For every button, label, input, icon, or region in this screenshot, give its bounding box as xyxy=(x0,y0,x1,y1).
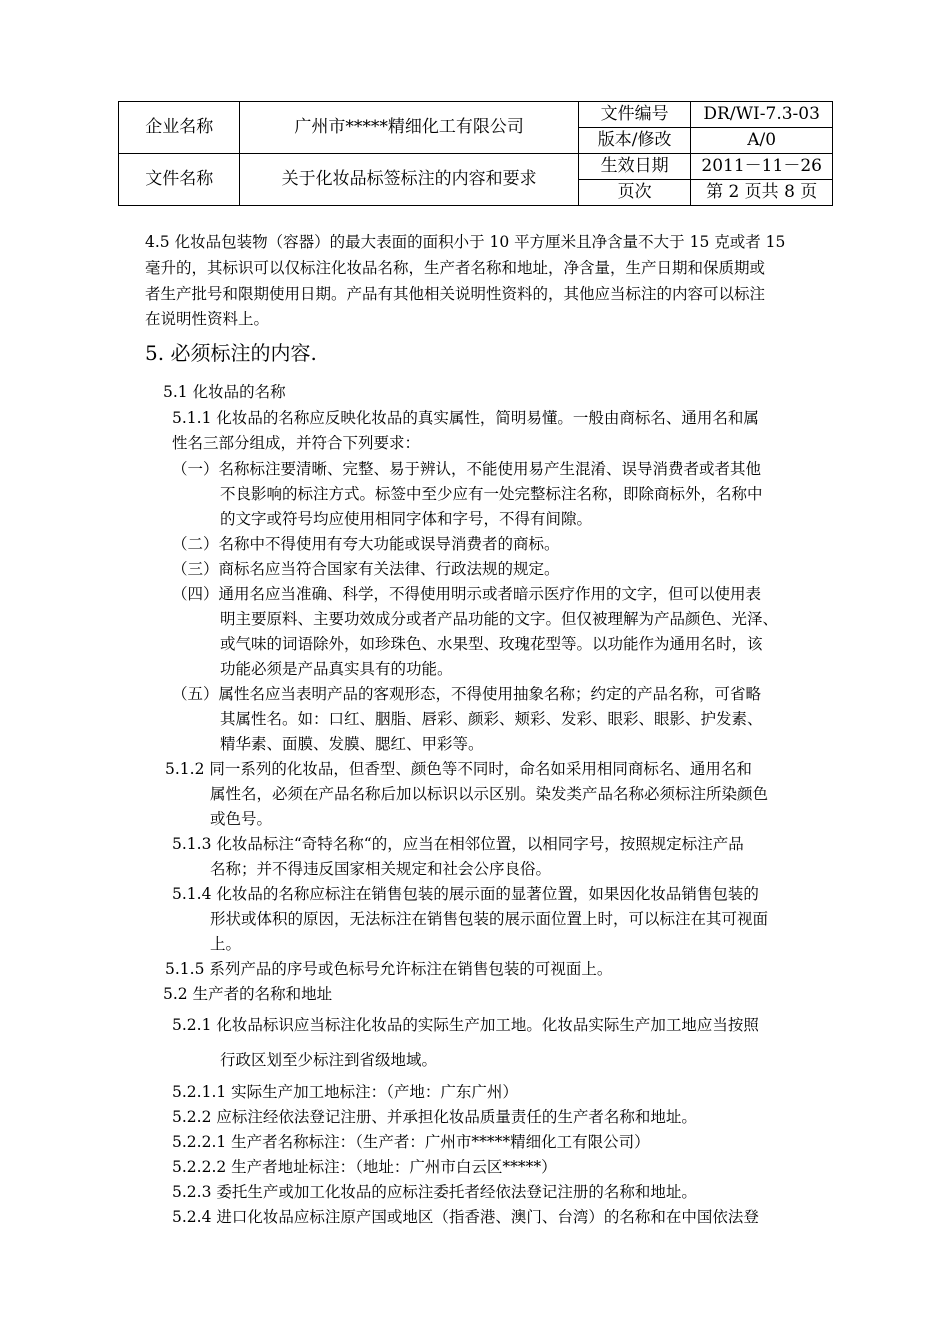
clause-5-1-2-line: 5.1.2 同一系列的化妆品，但香型、颜色等不同时，命名如采用相同商标名、通用名和 xyxy=(165,760,752,778)
clause-5-1-2-line: 或色号。 xyxy=(210,810,273,828)
item-4-line: 功能必须是产品真实具有的功能。 xyxy=(220,660,453,678)
item-4-line: 或气味的词语除外，如珍珠色、水果型、玫瑰花型等。以功能作为通用名时，该 xyxy=(220,635,763,653)
file-name-value: 关于化妆品标签标注的内容和要求 xyxy=(240,154,578,206)
item-2: （二）名称中不得使用有夸大功能或误导消费者的商标。 xyxy=(172,535,560,553)
clause-5-1-2-line: 属性名，必须在产品名称后加以标识以示区别。染发类产品名称必须标注所染颜色 xyxy=(210,785,769,803)
clause-5-1-1-line: 5.1.1 化妆品的名称应反映化妆品的真实属性，简明易懂。一般由商标名、通用名和属 xyxy=(172,409,759,427)
item-5-line: 其属性名。如：口红、胭脂、唇彩、颜彩、颊彩、发彩、眼彩、眼影、护发素、 xyxy=(220,710,763,728)
clause-5-1-1-line: 性名三部分组成，并符合下列要求： xyxy=(172,434,421,452)
company-label: 企业名称 xyxy=(119,102,240,154)
clause-5-2-2-2: 5.2.2.2 生产者地址标注：（地址：广州市白云区*****） xyxy=(172,1158,557,1176)
item-3: （三）商标名应当符合国家有关法律、行政法规的规定。 xyxy=(172,560,560,578)
clause-5-2-1-1: 5.2.1.1 实际生产加工地标注：（产地：广东广州） xyxy=(172,1083,518,1101)
item-4-line: 明主要原料、主要功效成分或者产品功能的文字。但仅被理解为产品颜色、光泽、 xyxy=(220,610,779,628)
company-name: 广州市*****精细化工有限公司 xyxy=(240,102,578,154)
item-5-line: （五）属性名应当表明产品的客观形态，不得使用抽象名称；约定的产品名称，可省略 xyxy=(172,685,762,703)
clause-5-2-3: 5.2.3 委托生产或加工化妆品的应标注委托者经依法登记注册的名称和地址。 xyxy=(172,1183,697,1201)
effective-date-label: 生效日期 xyxy=(578,154,691,180)
effective-date-value: 2011－11－26 xyxy=(691,154,833,180)
clause-5-2-2: 5.2.2 应标注经依法登记注册、并承担化妆品质量责任的生产者名称和地址。 xyxy=(172,1108,697,1126)
doc-number-label: 文件编号 xyxy=(578,102,691,128)
item-1-line: 的文字或符号均应使用相同字体和字号，不得有间隙。 xyxy=(220,510,593,528)
paragraph-4-5-line: 在说明性资料上。 xyxy=(145,310,270,328)
clause-5-1-4-line: 5.1.4 化妆品的名称应标注在销售包装的展示面的显著位置，如果因化妆品销售包装的 xyxy=(172,885,759,903)
clause-5-2-1-line: 行政区划至少标注到省级地域。 xyxy=(220,1051,438,1069)
document-header-table xyxy=(118,101,833,206)
version-value: A/0 xyxy=(691,128,833,154)
page-value: 第 2 页共 8 页 xyxy=(691,180,833,206)
clause-5-1-5: 5.1.5 系列产品的序号或色标号允许标注在销售包装的可视面上。 xyxy=(165,960,613,978)
paragraph-4-5-line: 毫升的，其标识可以仅标注化妆品名称，生产者名称和地址，净含量，生产日期和保质期或 xyxy=(145,259,766,277)
clause-5-2-2-1: 5.2.2.1 生产者名称标注：（生产者：广州市*****精细化工有限公司） xyxy=(172,1133,650,1151)
item-1-line: （一）名称标注要清晰、完整、易于辨认，不能使用易产生混淆、误导消费者或者其他 xyxy=(172,460,762,478)
clause-5-1-3-line: 5.1.3 化妆品标注“奇特名称“的，应当在相邻位置，以相同字号，按照规定标注产品 xyxy=(172,835,744,853)
clause-5-2-4: 5.2.4 进口化妆品应标注原产国或地区（指香港、澳门、台湾）的名称和在中国依法登 xyxy=(172,1208,759,1226)
file-name-label: 文件名称 xyxy=(119,154,240,206)
item-4-line: （四）通用名应当准确、科学，不得使用明示或者暗示医疗作用的文字，但可以使用表 xyxy=(172,585,762,603)
clause-5-1-4-line: 上。 xyxy=(210,935,242,953)
page-label: 页次 xyxy=(578,180,691,206)
section-5-1-heading: 5.1 化妆品的名称 xyxy=(163,383,286,401)
clause-5-1-4-line: 形状或体积的原因，无法标注在销售包装的展示面位置上时，可以标注在其可视面 xyxy=(210,910,769,928)
paragraph-4-5-line: 者生产批号和限期使用日期。产品有其他相关说明性资料的，其他应当标注的内容可以标注 xyxy=(145,285,766,303)
doc-number-value: DR/WI-7.3-03 xyxy=(691,102,833,128)
clause-5-2-1-line: 5.2.1 化妆品标识应当标注化妆品的实际生产加工地。化妆品实际生产加工地应当按照 xyxy=(172,1016,759,1034)
section-5-heading: 5. 必须标注的内容. xyxy=(145,341,317,365)
item-5-line: 精华素、面膜、发膜、腮红、甲彩等。 xyxy=(220,735,484,753)
section-5-2-heading: 5.2 生产者的名称和地址 xyxy=(163,985,333,1003)
clause-5-1-3-line: 名称；并不得违反国家相关规定和社会公序良俗。 xyxy=(210,860,552,878)
item-1-line: 不良影响的标注方式。标签中至少应有一处完整标注名称，即除商标外，名称中 xyxy=(220,485,763,503)
paragraph-4-5-line: 4.5 化妆品包装物（容器）的最大表面的面积小于 10 平方厘米且净含量不大于 15 克或者 15 xyxy=(145,233,786,251)
version-label: 版本/修改 xyxy=(578,128,691,154)
